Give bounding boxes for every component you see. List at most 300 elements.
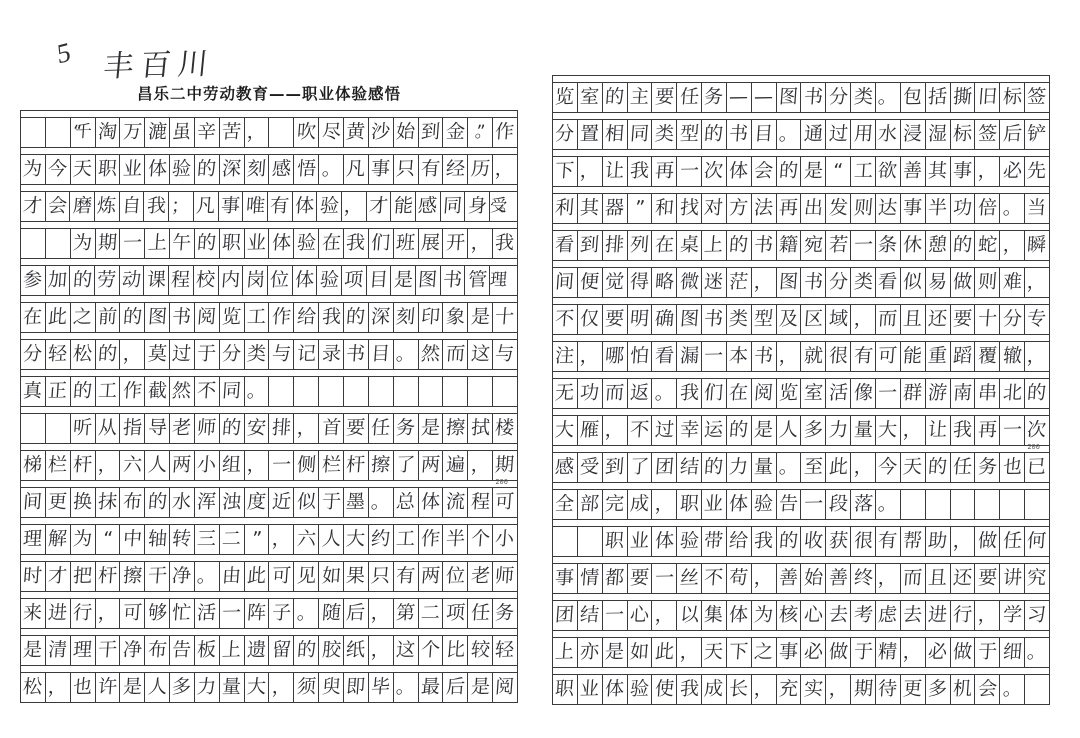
grid-cell	[677, 194, 702, 223]
grid-cell	[702, 305, 727, 334]
handwritten-char: 须	[295, 675, 317, 699]
handwritten-char: 我	[629, 159, 650, 183]
handwritten-char: ，	[654, 492, 675, 516]
grid-cell	[677, 453, 702, 482]
grid-cell	[319, 229, 344, 258]
grid-cell	[851, 194, 876, 223]
grid-cell	[652, 453, 677, 482]
cell-row	[21, 192, 517, 222]
grid-cell	[21, 599, 46, 628]
composition-page-right	[552, 75, 1050, 705]
grid-cell	[245, 303, 270, 332]
grid-cell	[851, 564, 876, 593]
handwritten-char: 。	[395, 675, 416, 699]
handwritten-char: 两	[171, 453, 193, 477]
grid-cell	[826, 305, 851, 334]
cell-row	[21, 155, 517, 185]
handwritten-char: 比	[445, 638, 466, 662]
cell-row	[553, 601, 1049, 631]
grid-cell	[826, 453, 851, 482]
grid-cell	[145, 414, 170, 443]
grid-cell	[369, 155, 394, 184]
handwritten-char: 讲	[1001, 566, 1023, 590]
grid-cell	[468, 377, 493, 406]
handwritten-char: 即	[345, 675, 367, 699]
grid-cell	[926, 120, 951, 149]
handwritten-char: 易	[927, 270, 948, 294]
grid-cell	[901, 490, 926, 519]
grid-cell	[96, 488, 121, 517]
grid-cell	[727, 490, 752, 519]
handwritten-char: 墨	[345, 490, 367, 514]
handwritten-char: 多	[927, 677, 948, 701]
grid-cell	[777, 342, 802, 371]
grid-cell	[294, 414, 319, 443]
handwritten-char: 职	[554, 677, 576, 701]
handwritten-char: 目	[753, 122, 774, 146]
handwritten-char: 体	[728, 603, 750, 627]
handwritten-char: 位	[269, 268, 291, 292]
grid-cell	[876, 379, 901, 408]
grid-cell	[826, 490, 851, 519]
cell-row	[21, 414, 517, 444]
grid-row	[553, 113, 1049, 150]
handwritten-char: 可	[494, 490, 516, 514]
handwritten-char: 天	[72, 157, 93, 181]
grid-cell	[951, 342, 976, 371]
handwritten-char: 习	[1026, 603, 1048, 627]
handwritten-char: 其	[927, 159, 948, 183]
grid-cell	[419, 562, 444, 591]
grid-cell	[170, 155, 195, 184]
handwritten-char: 再	[654, 159, 675, 183]
handwritten-char: 内	[220, 268, 241, 292]
grid-cell	[975, 83, 1000, 112]
handwritten-char: 到	[420, 120, 441, 144]
grid-cell	[1025, 120, 1049, 149]
grid-cell	[975, 231, 1000, 260]
row-spacer	[21, 478, 517, 488]
row-spacer	[21, 370, 517, 377]
handwritten-char: 憩	[927, 233, 948, 257]
grid-cell	[752, 194, 777, 223]
grid-cell	[145, 118, 170, 147]
grid-cell	[391, 266, 416, 295]
grid-cell	[70, 192, 95, 221]
grid-cell	[195, 377, 220, 406]
grid-cell	[96, 118, 121, 147]
grid-cell	[851, 120, 876, 149]
grid-cell	[96, 525, 121, 554]
grid-cell	[975, 120, 1000, 149]
handwritten-char: 是	[392, 268, 414, 292]
grid-cell	[96, 340, 121, 369]
grid-cell	[901, 453, 926, 482]
grid-cell	[419, 525, 444, 554]
cell-row	[553, 564, 1049, 594]
cell-row	[21, 451, 517, 481]
handwritten-char: 见	[295, 564, 317, 588]
grid-cell	[901, 527, 926, 556]
handwritten-char: 长	[728, 677, 750, 701]
handwritten-char: 标	[1001, 85, 1023, 109]
handwritten-char: 凡	[345, 157, 367, 181]
handwritten-char: 的	[71, 268, 93, 292]
grid-cell	[951, 83, 976, 112]
handwritten-char: 务	[703, 85, 725, 109]
handwritten-char: 职	[221, 231, 242, 255]
handwritten-char: ，	[47, 675, 69, 699]
grid-cell	[419, 451, 444, 480]
cell-row	[553, 379, 1049, 409]
grid-cell	[394, 599, 419, 628]
handwritten-char: 书	[442, 268, 463, 292]
handwritten-char: 擦	[445, 416, 466, 440]
grid-cell	[170, 118, 195, 147]
row-spacer	[553, 668, 1049, 675]
score-mark: 5	[55, 36, 72, 70]
grid-cell	[553, 453, 578, 482]
grid-cell	[951, 379, 976, 408]
grid-cell	[702, 527, 727, 556]
grid-cell	[826, 268, 851, 297]
grid-cell	[490, 266, 517, 295]
handwritten-char: 验	[318, 268, 340, 292]
grid-cell	[369, 414, 394, 443]
grid-cell	[21, 414, 46, 443]
handwritten-char: 苟	[728, 566, 750, 590]
grid-cell	[826, 231, 851, 260]
handwritten-char: 于	[320, 490, 342, 514]
cell-row	[21, 488, 517, 518]
handwritten-char: 的	[196, 231, 218, 255]
handwritten-char: 十	[977, 307, 998, 331]
handwritten-char: 量	[221, 675, 242, 699]
grid-cell	[344, 340, 369, 369]
handwritten-char: 。	[778, 455, 799, 479]
grid-cell	[628, 268, 653, 297]
handwritten-char: ，	[778, 344, 799, 368]
grid-cell	[578, 194, 603, 223]
handwritten-char: 杆	[97, 564, 118, 588]
grid-cell	[170, 636, 195, 665]
handwritten-char: 期	[852, 677, 874, 701]
grid-cell	[603, 268, 628, 297]
grid-cell	[443, 636, 468, 665]
grid-cell	[369, 229, 394, 258]
handwritten-char: 项	[445, 601, 466, 625]
handwritten-char: 的	[122, 305, 143, 329]
grid-cell	[652, 490, 677, 519]
grid-cell	[826, 157, 851, 186]
handwritten-char: ，	[246, 120, 267, 144]
handwritten-char: 。	[196, 564, 218, 588]
grid-cell	[727, 194, 752, 223]
grid-cell	[652, 305, 677, 334]
handwritten-char: 发	[827, 196, 849, 220]
handwritten-char: 体	[294, 194, 315, 218]
row-spacer	[553, 557, 1049, 564]
grid-cell	[394, 414, 419, 443]
handwritten-char: 很	[852, 529, 874, 553]
handwritten-char: 学	[1001, 603, 1023, 627]
grid-cell	[727, 342, 752, 371]
handwritten-char: 活	[827, 381, 849, 405]
handwritten-char: 无	[554, 381, 576, 405]
handwritten-char: 事	[554, 566, 576, 590]
handwritten-char: 之	[753, 640, 774, 664]
row-spacer	[553, 224, 1049, 231]
grid-cell	[603, 416, 628, 445]
grid-cell	[493, 155, 517, 184]
grid-cell	[493, 673, 517, 702]
grid-cell	[826, 194, 851, 223]
grid-cell	[369, 377, 394, 406]
handwritten-char: 事	[220, 194, 241, 218]
grid-cell	[652, 83, 677, 112]
grid-cell	[677, 342, 702, 371]
handwritten-char: 上	[221, 638, 242, 662]
handwritten-char: 。	[295, 601, 317, 625]
grid-cell	[1025, 453, 1049, 482]
grid-cell	[752, 453, 777, 482]
grid-cell	[926, 564, 951, 593]
handwritten-char: 一	[877, 381, 899, 405]
grid-cell	[120, 192, 145, 221]
handwritten-char: 校	[195, 268, 216, 292]
grid-cell	[578, 527, 603, 556]
handwritten-char: 以	[678, 603, 700, 627]
grid-cell	[553, 490, 578, 519]
handwritten-char: 在	[320, 231, 342, 255]
handwritten-char: 的	[295, 638, 317, 662]
handwritten-char: 业	[246, 231, 267, 255]
grid-cell	[344, 377, 369, 406]
grid-cell	[901, 83, 926, 112]
grid-cell	[96, 229, 121, 258]
grid-cell	[553, 305, 578, 334]
handwritten-char: 杆	[72, 453, 93, 477]
grid-cell	[319, 414, 344, 443]
handwritten-char: 。	[877, 492, 899, 516]
grid-cell	[777, 379, 802, 408]
grid-cell	[294, 118, 319, 147]
grid-cell	[777, 231, 802, 260]
handwritten-char: 目	[368, 268, 389, 292]
handwritten-char: 类	[654, 122, 675, 146]
grid-row	[553, 261, 1049, 298]
handwritten-char: 带	[703, 529, 725, 553]
handwritten-char: 体	[728, 492, 750, 516]
handwritten-char: 则	[852, 196, 874, 220]
handwritten-char: 主	[629, 85, 650, 109]
handwritten-char: 淘	[97, 120, 118, 144]
grid-cell	[702, 342, 727, 371]
handwritten-char: ，	[271, 527, 292, 551]
grid-cell	[394, 340, 419, 369]
handwritten-char: 略	[654, 270, 675, 294]
handwritten-char: 程	[469, 490, 491, 514]
handwritten-char: 览	[554, 85, 576, 109]
grid-cell	[468, 303, 493, 332]
handwritten-char: ，	[494, 157, 516, 181]
grid-cell	[801, 120, 826, 149]
grid-cell	[419, 155, 444, 184]
grid-cell	[975, 157, 1000, 186]
grid-cell	[578, 675, 603, 704]
handwritten-char: 部	[579, 492, 601, 516]
grid-cell	[120, 673, 145, 702]
handwritten-char: 期	[494, 453, 516, 477]
handwritten-char: 书	[753, 233, 774, 257]
grid-cell	[901, 268, 926, 297]
handwritten-char: 验	[295, 231, 317, 255]
handwritten-char: 群	[902, 381, 924, 405]
handwritten-char: 印	[420, 305, 441, 329]
grid-cell	[578, 268, 603, 297]
grid-cell	[245, 636, 270, 665]
grid-cell	[245, 562, 270, 591]
grid-cell	[195, 340, 220, 369]
handwritten-char: 正	[47, 379, 69, 403]
handwritten-char: 体	[420, 490, 441, 514]
grid-cell	[21, 636, 46, 665]
handwritten-char: ，	[1026, 270, 1048, 294]
grid-cell	[677, 638, 702, 667]
char-count-marker: 200	[495, 478, 508, 486]
grid-cell	[851, 157, 876, 186]
grid-cell	[268, 266, 293, 295]
grid-cell	[652, 527, 677, 556]
grid-cell	[145, 451, 170, 480]
handwritten-char: 是	[22, 638, 44, 662]
grid-cell	[344, 562, 369, 591]
handwritten-char: ，	[246, 453, 267, 477]
handwritten-char: 验	[171, 157, 193, 181]
grid-cell	[603, 527, 628, 556]
handwritten-char: 得	[629, 270, 650, 294]
grid-cell	[876, 490, 901, 519]
grid-cell	[120, 155, 145, 184]
handwritten-char: 桌	[678, 233, 700, 257]
handwritten-char: 的	[927, 455, 948, 479]
grid-cell	[394, 488, 419, 517]
handwritten-char: 签	[977, 122, 998, 146]
handwritten-char: 轻	[494, 638, 516, 662]
grid-cell	[851, 268, 876, 297]
handwritten-char: 板	[196, 638, 218, 662]
grid-cell	[951, 638, 976, 667]
grid-cell	[195, 562, 220, 591]
grid-row	[553, 187, 1049, 224]
grid-cell	[1025, 157, 1049, 186]
handwritten-char: 告	[171, 638, 193, 662]
handwritten-char: 上	[146, 231, 168, 255]
grid-cell	[578, 564, 603, 593]
grid-cell	[926, 157, 951, 186]
handwritten-char: 一	[852, 233, 874, 257]
grid-cell	[901, 305, 926, 334]
grid-cell	[553, 157, 578, 186]
grid-cell	[628, 120, 653, 149]
grid-cell	[443, 451, 468, 480]
grid-cell	[319, 155, 344, 184]
handwritten-char: 解	[47, 527, 69, 551]
grid-cell	[1025, 231, 1049, 260]
grid-cell	[394, 229, 419, 258]
handwritten-char: 行	[72, 601, 93, 625]
handwritten-char: 类	[728, 307, 750, 331]
handwritten-char: ；	[170, 194, 192, 218]
handwritten-char: 做	[977, 529, 998, 553]
handwritten-char: 楼	[494, 416, 516, 440]
row-spacer	[21, 222, 517, 229]
grid-cell	[777, 453, 802, 482]
handwritten-char: 师	[196, 416, 218, 440]
grid-row	[21, 259, 517, 296]
handwritten-char: 书	[703, 307, 725, 331]
handwritten-char: 业	[703, 492, 725, 516]
handwritten-char: 劳	[96, 268, 118, 292]
grid-cell	[752, 379, 777, 408]
handwritten-char: 用	[852, 122, 874, 146]
grid-cell	[1000, 120, 1025, 149]
grid-cell	[801, 601, 826, 630]
handwritten-char: 安	[246, 416, 267, 440]
grid-cell	[294, 229, 319, 258]
handwritten-char: 轴	[146, 527, 168, 551]
handwritten-char: 老	[469, 564, 491, 588]
handwritten-char: 图	[678, 307, 700, 331]
handwritten-char: 要	[345, 416, 367, 440]
grid-cell	[46, 636, 71, 665]
grid-cell	[344, 118, 369, 147]
grid-cell	[145, 229, 170, 258]
handwritten-char: 擦	[370, 453, 392, 477]
grid-cell	[628, 416, 653, 445]
handwritten-char: 一	[803, 492, 824, 516]
grid-cell	[603, 490, 628, 519]
grid-cell	[851, 342, 876, 371]
grid-cell	[443, 229, 468, 258]
handwritten-char: 为	[22, 157, 44, 181]
handwritten-char: ，	[827, 677, 849, 701]
grid-cell	[394, 525, 419, 554]
grid-cell	[170, 599, 195, 628]
cell-row	[21, 303, 517, 333]
handwritten-char: 书	[753, 344, 774, 368]
handwritten-char: 进	[47, 601, 69, 625]
grid-cell	[245, 488, 270, 517]
grid-cell	[1025, 675, 1049, 704]
handwritten-char: 一	[703, 344, 725, 368]
handwritten-char: ，	[469, 231, 491, 255]
grid-cell	[826, 379, 851, 408]
grid-row	[553, 372, 1049, 409]
grid-cell	[727, 305, 752, 334]
handwritten-char: 如	[629, 640, 650, 664]
grid-cell	[951, 416, 976, 445]
grid-cell	[826, 638, 851, 667]
grid-cell	[1025, 379, 1049, 408]
handwritten-char: 尽	[320, 120, 342, 144]
grid-row	[21, 222, 517, 259]
grid-cell	[553, 342, 578, 371]
grid-cell	[294, 303, 319, 332]
grid-cell	[677, 231, 702, 260]
handwritten-char: 自	[121, 194, 142, 218]
handwritten-char: 就	[803, 344, 824, 368]
